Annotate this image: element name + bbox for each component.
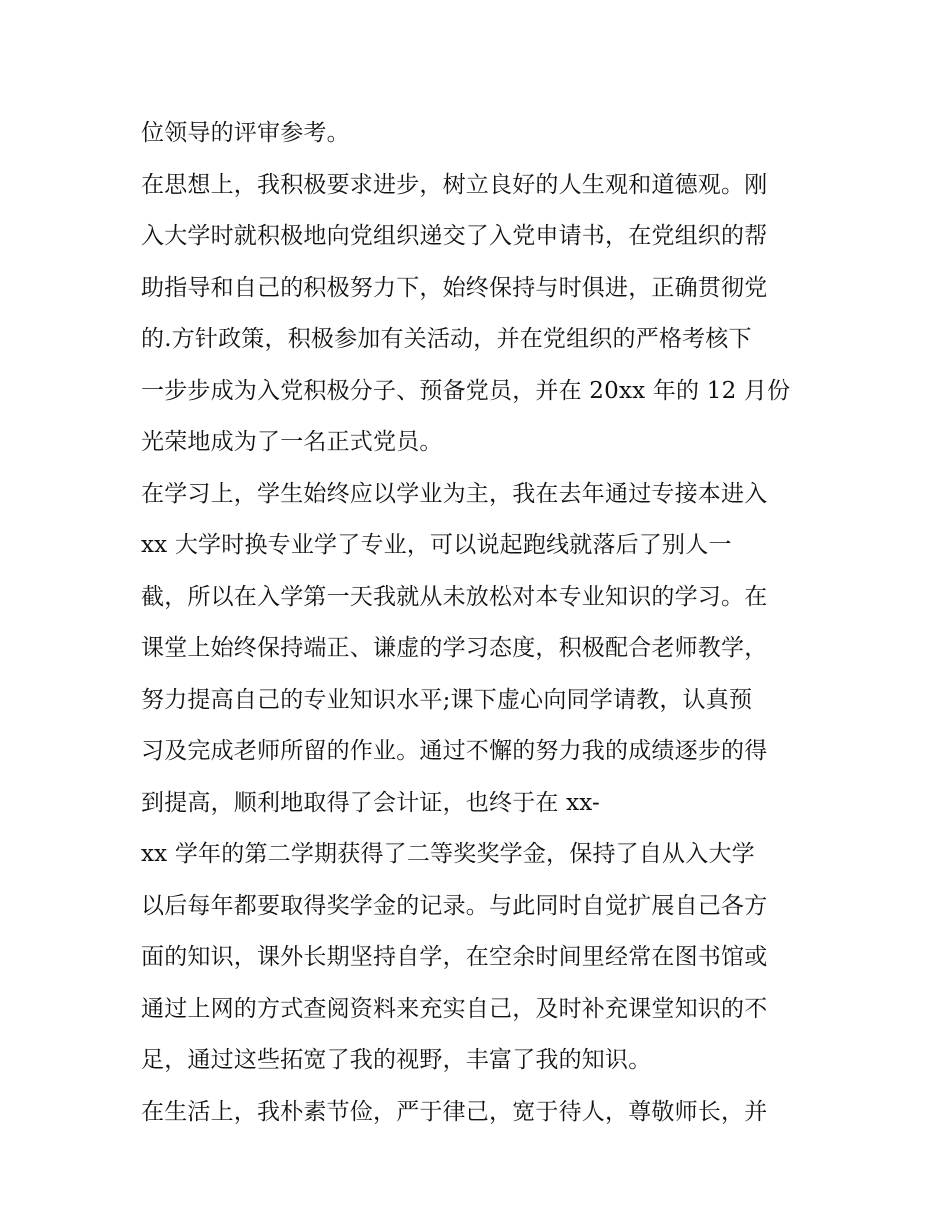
text-line: 助指导和自己的积极努力下，始终保持与时俱进，正确贯彻党 bbox=[141, 274, 768, 301]
text-line: 位领导的评审参考。 bbox=[141, 120, 350, 146]
text-line: 足，通过这些拓宽了我的视野，丰富了我的知识。 bbox=[141, 1047, 652, 1073]
text-line: 光荣地成为了一名正式党员。 bbox=[141, 429, 443, 455]
text-line: 努力提高自己的专业知识水平;课下虚心向同学请教，认真预 bbox=[141, 686, 753, 713]
text-line: 的.方针政策，积极参加有关活动，并在党组织的严格考核下 bbox=[141, 326, 752, 352]
text-line: 通过上网的方式查阅资料来充实自己，及时补充课堂知识的不 bbox=[141, 995, 768, 1022]
body-text bbox=[141, 108, 821, 1138]
text-line: 在思想上，我积极要求进步，树立良好的人生观和道德观。刚 bbox=[141, 171, 768, 198]
text-line: 在学习上，学生始终应以学业为主，我在去年通过专接本进入 bbox=[141, 480, 768, 507]
text-line: 到提高，顺利地取得了会计证，也终于在 xx- bbox=[141, 789, 601, 816]
text-line: xx 学年的第二学期获得了二等奖奖学金，保持了自从入大学 bbox=[141, 841, 755, 867]
text-line: 习及完成老师所留的作业。通过不懈的努力我的成绩逐步的得 bbox=[141, 738, 768, 764]
text-line: 以后每年都要取得奖学金的记录。与此同时自觉扩展自己各方 bbox=[141, 892, 768, 919]
text-line: 一步步成为入党积极分子、预备党员，并在 20xx 年的 12 月份 bbox=[141, 377, 791, 404]
text-line: 面的知识，课外长期坚持自学，在空余时间里经常在图书馆或 bbox=[141, 944, 768, 970]
text-line: 入大学时就积极地向党组织递交了入党申请书，在党组织的帮 bbox=[141, 223, 768, 249]
text-line: 课堂上始终保持端正、谦虚的学习态度，积极配合老师教学， bbox=[141, 635, 768, 661]
text-line: 截，所以在入学第一天我就从未放松对本专业知识的学习。在 bbox=[141, 583, 768, 610]
text-line: xx 大学时换专业学了专业，可以说起跑线就落后了别人一 bbox=[141, 532, 732, 558]
text-line: 在生活上，我朴素节俭，严于律己，宽于待人，尊敬师长，并 bbox=[141, 1098, 768, 1125]
